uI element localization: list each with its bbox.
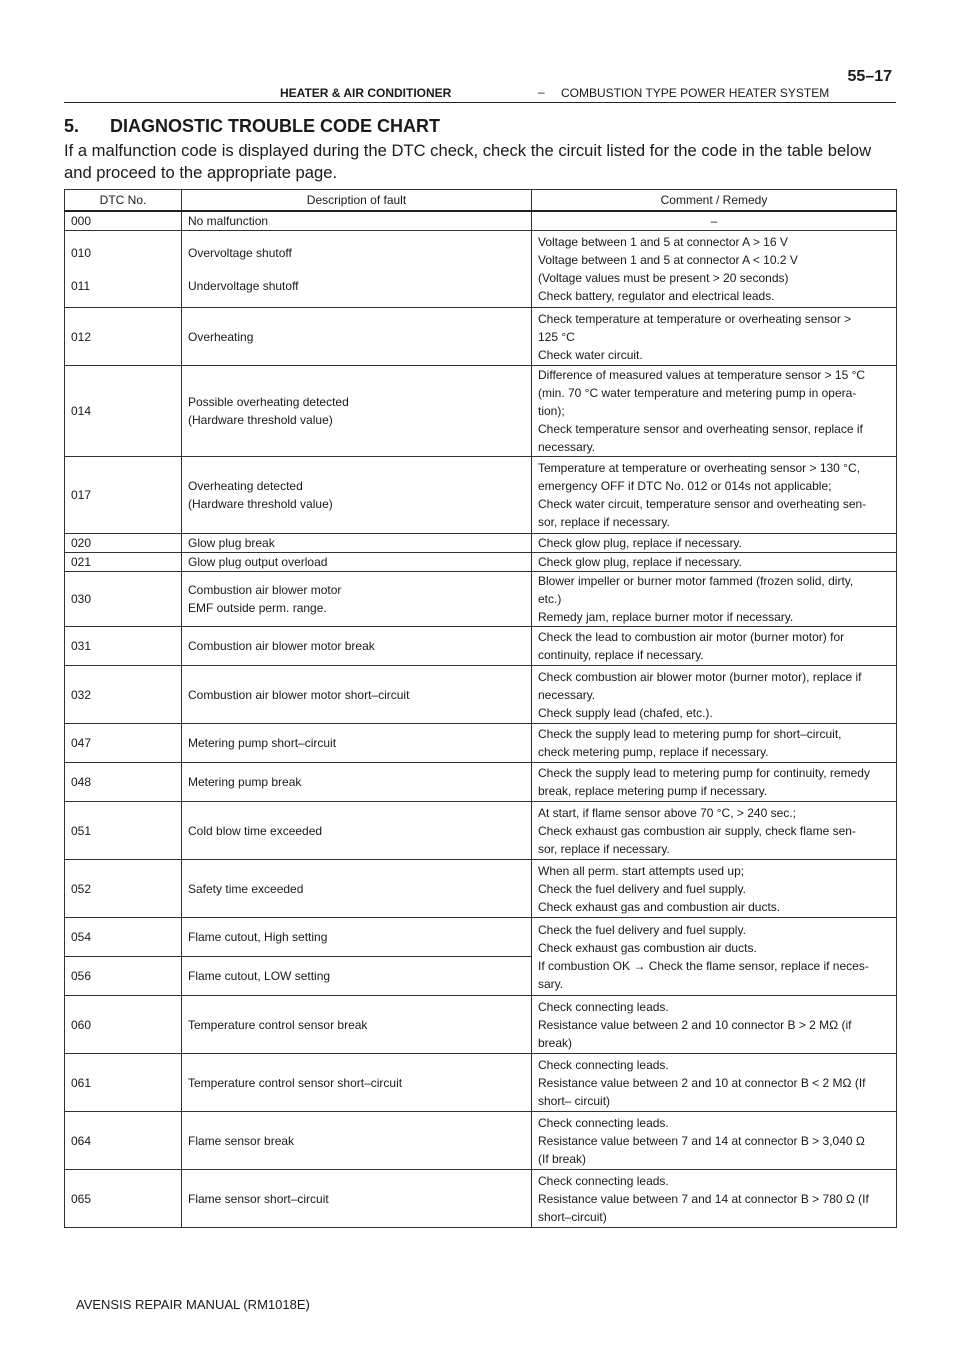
- text-line: Resistance value between 7 and 14 at connector B > 3,040 Ω: [538, 1133, 865, 1148]
- dtc-code-cell: [65, 1054, 182, 1112]
- table-row: [65, 996, 897, 1054]
- text-line: Check the fuel delivery and fuel supply.: [538, 881, 746, 896]
- text-line: (Hardware threshold value): [188, 413, 333, 427]
- text-line: tion);: [538, 404, 565, 418]
- dtc-code-cell: [65, 553, 182, 572]
- table-row: [65, 572, 897, 627]
- column-header-description: Description of fault: [182, 190, 532, 212]
- fault-description-cell: [182, 957, 532, 996]
- dtc-table: [64, 189, 897, 1228]
- dtc-code: 056: [71, 969, 92, 983]
- dtc-code: 031: [71, 639, 92, 653]
- text-line: (If break): [538, 1151, 587, 1166]
- remedy-cell: [532, 1170, 897, 1228]
- text-line: Check water circuit.: [538, 347, 643, 362]
- fault-description-cell: [182, 724, 532, 763]
- text-line: Check the supply lead to metering pump for short–circuit,: [538, 727, 842, 741]
- table-row: [65, 211, 897, 231]
- text-line: At start, if flame sensor above 70 °C, > 240 sec.;: [538, 805, 796, 820]
- text-line: Cold blow time exceeded: [188, 823, 323, 838]
- text-line: Voltage between 1 and 5 at connector A > 16 V: [538, 235, 788, 249]
- text-line: Combustion air blower motor break: [188, 639, 375, 653]
- dtc-code-cell: [65, 231, 182, 308]
- table-row: [65, 366, 897, 457]
- dtc-code: 030: [71, 592, 92, 606]
- fault-description-cell: [182, 366, 532, 457]
- text-line: Possible overheating detected: [188, 395, 349, 409]
- text-line: Check connecting leads.: [538, 1115, 669, 1130]
- text-line: break, replace metering pump if necessary.: [538, 784, 768, 798]
- text-line: Check temperature at temperature or overheating sensor >: [538, 311, 852, 326]
- text-line: Check glow plug, replace if necessary.: [538, 555, 742, 569]
- text-line: sary.: [538, 976, 564, 991]
- text-line: Combustion air blower motor short–circuit: [188, 687, 410, 702]
- section-heading: DIAGNOSTIC TROUBLE CODE CHART: [110, 116, 440, 136]
- dtc-code-cell: [65, 724, 182, 763]
- table-header-row: [65, 190, 897, 212]
- dtc-code: 011: [71, 278, 91, 293]
- text-line: Difference of measured values at temperature sensor > 15 °C: [538, 368, 866, 382]
- remedy-cell: [532, 724, 897, 763]
- remedy-cell: [532, 1054, 897, 1112]
- remedy-cell: [532, 996, 897, 1054]
- fault-description-cell: [182, 1170, 532, 1228]
- table-row: [65, 1112, 897, 1170]
- section-title: [64, 116, 440, 137]
- text-line: Voltage between 1 and 5 at connector A < 10.2 V: [538, 253, 798, 267]
- dtc-code-cell: [65, 211, 182, 231]
- text-line: Overheating detected: [188, 479, 303, 493]
- text-line: Metering pump short–circuit: [188, 736, 337, 750]
- text-line: (Hardware threshold value): [188, 497, 333, 511]
- dtc-code: 032: [71, 687, 92, 702]
- text-line: Flame cutout, LOW setting: [188, 969, 331, 983]
- text-line: Remedy jam, replace burner motor if necessary.: [538, 610, 794, 624]
- text-line: Check battery, regulator and electrical leads.: [538, 289, 775, 303]
- text-line: short– circuit): [538, 1093, 611, 1108]
- text-line: Flame cutout, High setting: [188, 930, 328, 944]
- remedy-cell: [532, 572, 897, 627]
- text-line: Check connecting leads.: [538, 1057, 669, 1072]
- dtc-code: 064: [71, 1133, 92, 1148]
- fault-description-cell: [182, 666, 532, 724]
- fault-description-cell: [182, 534, 532, 553]
- text-line: Temperature at temperature or overheating sensor > 130 °C,: [538, 461, 860, 475]
- text-line: Check connecting leads.: [538, 999, 669, 1014]
- text-line: Resistance value between 2 and 10 connector B > 2 MΩ (if: [538, 1017, 852, 1032]
- dtc-code-cell: [65, 957, 182, 996]
- table-row: [65, 918, 897, 957]
- dtc-code: 047: [71, 736, 92, 750]
- remedy-cell: [532, 802, 897, 860]
- remedy-cell: [532, 534, 897, 553]
- table-row: [65, 553, 897, 572]
- text-line: necessary.: [538, 687, 596, 702]
- fault-description-cell: [182, 918, 532, 957]
- text-line: Temperature control sensor break: [188, 1017, 368, 1032]
- dtc-code-cell: [65, 860, 182, 918]
- text-line: Metering pump break: [188, 775, 302, 789]
- text-line: Overheating: [188, 329, 254, 344]
- text-line: Check the supply lead to metering pump for continuity, remedy: [538, 766, 870, 780]
- fault-description-cell: [182, 572, 532, 627]
- dtc-code-cell: [65, 802, 182, 860]
- text-line: Undervoltage shutoff: [188, 278, 299, 293]
- header-section: HEATER & AIR CONDITIONER: [280, 86, 452, 100]
- text-line: No malfunction: [188, 214, 269, 228]
- text-line: Resistance value between 7 and 14 at connector B > 780 Ω (If: [538, 1191, 869, 1206]
- text-line: Blower impeller or burner motor fammed (frozen solid, dirty,: [538, 574, 854, 588]
- dtc-code: 020: [71, 536, 92, 550]
- intro-paragraph: If a malfunction code is displayed during the DTC check, check the circuit listed for the code in the table below and proceed to the appropriate page.: [64, 141, 872, 182]
- header-separator: –: [538, 85, 545, 99]
- text-line: Overvoltage shutoff: [188, 245, 292, 260]
- dtc-code: 052: [71, 881, 92, 896]
- text-line: 125 °C: [538, 329, 575, 344]
- column-header-dtc-no: DTC No.: [65, 190, 182, 212]
- text-line: Resistance value between 2 and 10 at connector B < 2 MΩ (If: [538, 1075, 866, 1090]
- text-line: (min. 70 °C water temperature and metering pump in opera-: [538, 386, 857, 400]
- text-line: If combustion OK → Check the flame sensor, replace if neces-: [538, 958, 869, 973]
- dtc-code: 010: [71, 245, 92, 260]
- text-line: continuity, replace if necessary.: [538, 648, 704, 662]
- dtc-code-cell: [65, 1112, 182, 1170]
- dtc-code-cell: [65, 534, 182, 553]
- dtc-code-cell: [65, 308, 182, 366]
- remedy-cell: [532, 860, 897, 918]
- dtc-code-cell: [65, 666, 182, 724]
- text-line: sor, replace if necessary.: [538, 841, 670, 856]
- dtc-code: 054: [71, 930, 92, 944]
- page-footer: AVENSIS REPAIR MANUAL (RM1018E): [76, 1297, 310, 1312]
- dtc-code-cell: [65, 627, 182, 666]
- table-body: [65, 211, 897, 1228]
- dtc-code-cell: [65, 366, 182, 457]
- text-line: etc.): [538, 592, 562, 606]
- fault-description-cell: [182, 996, 532, 1054]
- dtc-code: 065: [71, 1191, 92, 1206]
- fault-description-cell: [182, 1054, 532, 1112]
- dtc-code-cell: [65, 918, 182, 957]
- table-row: [65, 231, 897, 308]
- text-line: Check exhaust gas combustion air supply, check flame sen-: [538, 823, 856, 838]
- dtc-code: 060: [71, 1017, 92, 1032]
- text-line: Check temperature sensor and overheating sensor, replace if: [538, 422, 863, 436]
- fault-description-cell: [182, 860, 532, 918]
- text-line: Check water circuit, temperature sensor and overheating sen-: [538, 497, 867, 511]
- fault-description-cell: [182, 1112, 532, 1170]
- text-line: short–circuit): [538, 1209, 607, 1224]
- text-line: Glow plug break: [188, 536, 275, 550]
- remedy-cell: [532, 231, 897, 308]
- remedy-cell: [532, 308, 897, 366]
- text-line: Check the fuel delivery and fuel supply.: [538, 922, 746, 937]
- fault-description-cell: [182, 553, 532, 572]
- remedy-cell: [532, 763, 897, 802]
- table-row: [65, 666, 897, 724]
- section-number: 5.: [64, 116, 80, 136]
- dtc-code: 061: [71, 1075, 92, 1090]
- fault-description-cell: [182, 802, 532, 860]
- text-line: Safety time exceeded: [188, 881, 304, 896]
- text-line: Temperature control sensor short–circuit: [188, 1075, 403, 1090]
- text-line: EMF outside perm. range.: [188, 601, 327, 615]
- table-row: [65, 763, 897, 802]
- text-line: emergency OFF if DTC No. 012 or 014s not applicable;: [538, 479, 832, 493]
- fault-description-cell: [182, 211, 532, 231]
- table-row: [65, 1170, 897, 1228]
- text-line: necessary.: [538, 440, 596, 454]
- dtc-code: 048: [71, 775, 92, 789]
- remedy-cell: [532, 553, 897, 572]
- table-row: [65, 534, 897, 553]
- text-line: Check connecting leads.: [538, 1173, 669, 1188]
- fault-description-cell: [182, 308, 532, 366]
- text-line: Glow plug output overload: [188, 555, 328, 569]
- dtc-code-cell: [65, 763, 182, 802]
- remedy-cell: [532, 918, 897, 996]
- dtc-code: 021: [71, 555, 92, 569]
- text-line: When all perm. start attempts used up;: [538, 863, 745, 878]
- text-line: Check exhaust gas combustion air ducts.: [538, 940, 757, 955]
- text-line: –: [710, 214, 718, 228]
- dtc-code-cell: [65, 1170, 182, 1228]
- page-number: 55–17: [847, 68, 892, 85]
- text-line: check metering pump, replace if necessary.: [538, 745, 769, 759]
- text-line: Check the lead to combustion air motor (burner motor) for: [538, 630, 845, 644]
- text-line: Check exhaust gas and combustion air ducts.: [538, 899, 781, 914]
- table-row: [65, 1054, 897, 1112]
- dtc-code: 051: [71, 823, 92, 838]
- fault-description-cell: [182, 627, 532, 666]
- remedy-cell: [532, 457, 897, 534]
- remedy-cell: [532, 366, 897, 457]
- fault-description-cell: [182, 231, 532, 308]
- text-line: (Voltage values must be present > 20 seconds): [538, 271, 789, 285]
- text-line: Combustion air blower motor: [188, 583, 342, 597]
- table-row: [65, 457, 897, 534]
- dtc-code: 012: [71, 329, 92, 344]
- table-row: [65, 724, 897, 763]
- remedy-cell: [532, 627, 897, 666]
- header-subsection: COMBUSTION TYPE POWER HEATER SYSTEM: [561, 86, 830, 100]
- dtc-code: 000: [71, 214, 92, 228]
- text-line: Check glow plug, replace if necessary.: [538, 536, 742, 550]
- text-line: Flame sensor break: [188, 1133, 295, 1148]
- table-row: [65, 627, 897, 666]
- text-line: Check supply lead (chafed, etc.).: [538, 705, 713, 720]
- remedy-cell: [532, 1112, 897, 1170]
- dtc-code-cell: [65, 457, 182, 534]
- text-line: Check combustion air blower motor (burner motor), replace if: [538, 669, 862, 684]
- dtc-code-cell: [65, 572, 182, 627]
- text-line: Flame sensor short–circuit: [188, 1191, 329, 1206]
- text-line: break): [538, 1035, 573, 1050]
- dtc-code: 017: [71, 488, 92, 502]
- dtc-code-cell: [65, 996, 182, 1054]
- fault-description-cell: [182, 457, 532, 534]
- remedy-cell: [532, 666, 897, 724]
- remedy-cell: [532, 211, 897, 231]
- table-row: [65, 802, 897, 860]
- table-row: [65, 308, 897, 366]
- column-header-remedy: Comment / Remedy: [532, 190, 897, 212]
- fault-description-cell: [182, 763, 532, 802]
- table-row: [65, 860, 897, 918]
- text-line: sor, replace if necessary.: [538, 515, 670, 529]
- page-header: [64, 68, 896, 103]
- dtc-code: 014: [71, 404, 92, 418]
